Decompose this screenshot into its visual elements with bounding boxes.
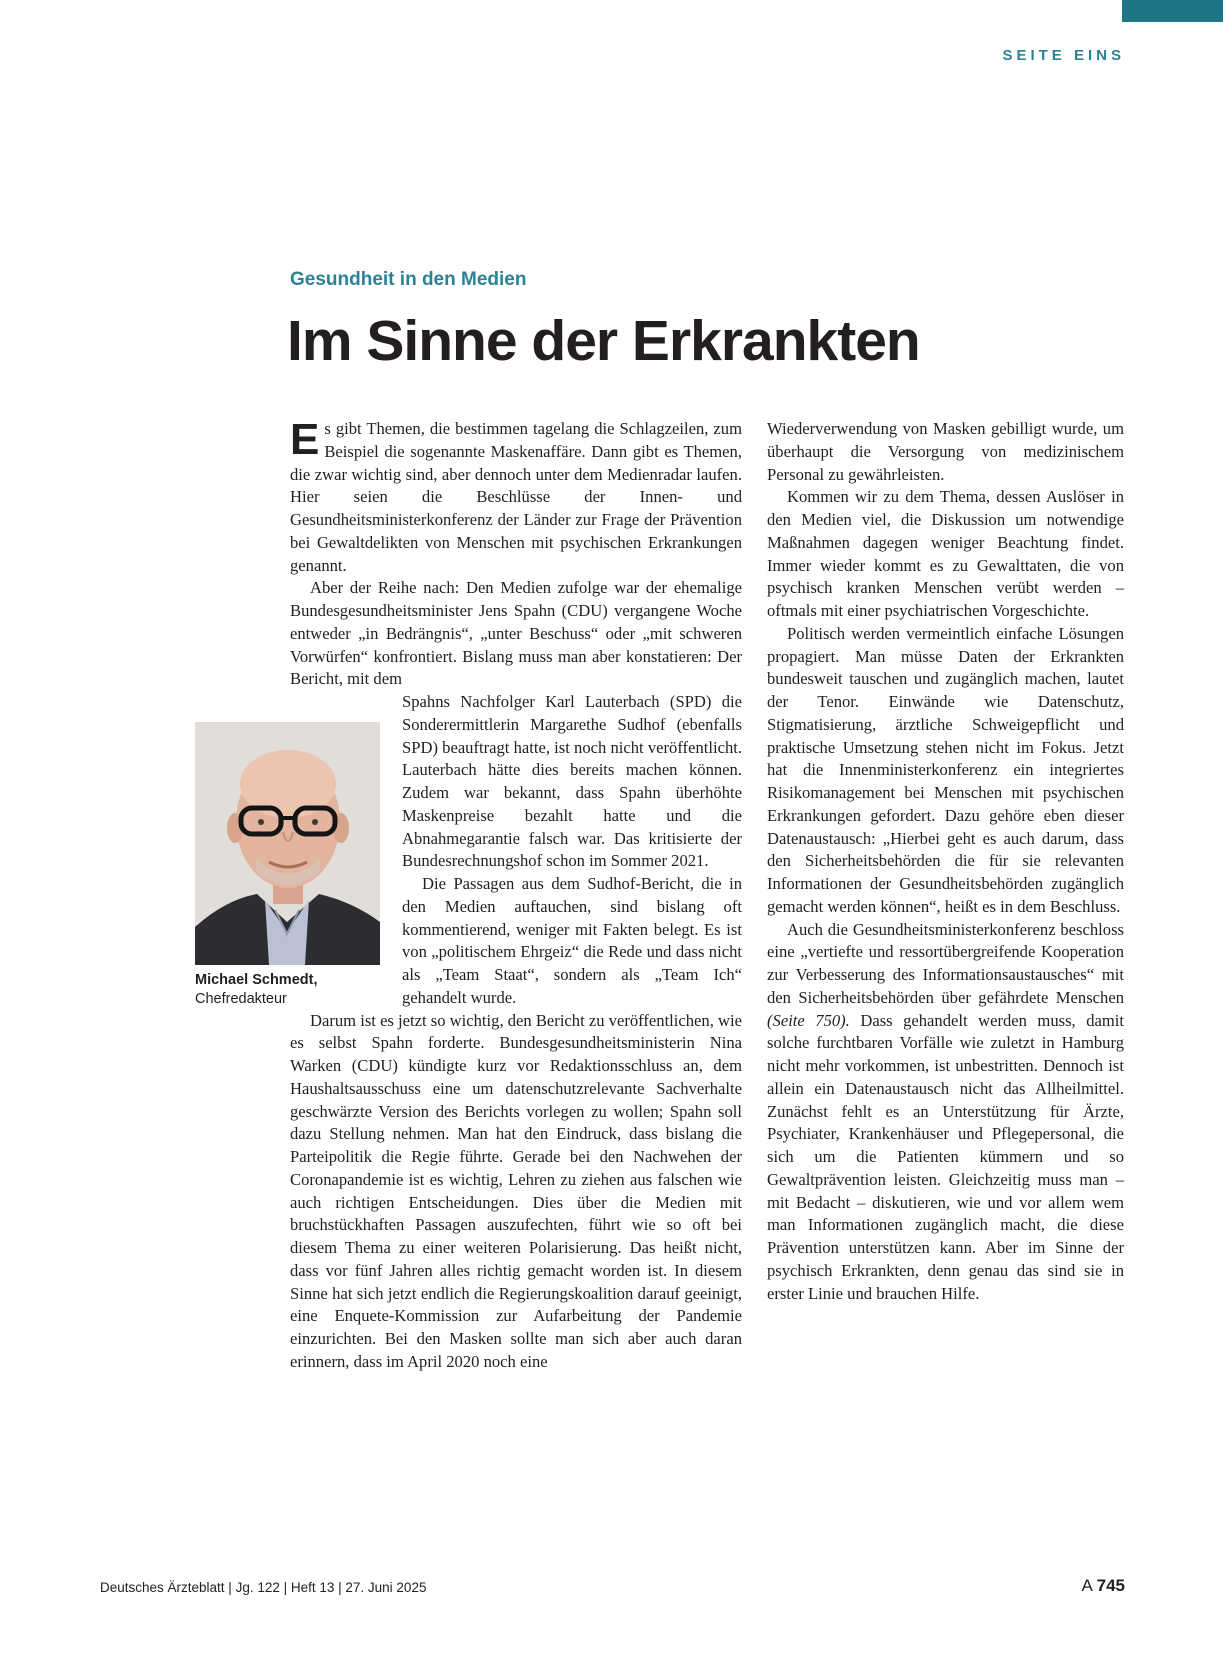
paragraph: [402, 691, 742, 873]
paragraph: [402, 873, 742, 1010]
author-photo: [195, 722, 380, 965]
paragraph: [290, 415, 742, 577]
paragraph-text: Dass gehandelt werden muss, damit solche furchtbaren Vorfälle wie zuletzt in Hamburg nicht mehr vorkommen, ist unbestritten. Dennoch ist allein ein Datenaustausch nicht das Allheilmittel. Zunächst fehlt es an Unterstützung für Ärzte, Psychiater, Krankenhäuser und Pflegepersonal, die sich um die Patienten kümmern und so Gewaltprävention leisten. Gleichzeitig muss man – mit Bedacht – diskutieren, wie und vor allem wem man Informationen zugänglich macht, die diese Prävention unterstützen kann. Aber im Sinne der psychisch Erkrankten, denn genau das sind sie in erster Linie und brauchen Hilfe.: [767, 1010, 1124, 1303]
article-column-right: [767, 418, 1124, 1305]
author-name: Michael Schmedt,: [195, 972, 318, 988]
paragraph: [767, 418, 1124, 486]
article-headline: Im Sinne der Erkrankten: [287, 309, 920, 373]
page-prefix: A: [1081, 1576, 1092, 1595]
paragraph-text: Die Passagen aus dem Sudhof-Bericht, die in den Medien auftauchen, sind bislang oft kommentierend, weniger mit Fakten belegt. Es ist von „politischem Ehrgeiz“ die Rede und dass nicht als „Team Staat“, sondern als „Team Ich“ gehandelt wurde.: [402, 874, 742, 1007]
drop-cap: E: [290, 415, 320, 464]
paragraph: [290, 577, 742, 691]
corner-accent-bar: [1122, 0, 1223, 22]
paragraph: [767, 919, 1124, 1306]
section-label: SEITE EINS: [1002, 47, 1125, 64]
paragraph-text: Aber der Reihe nach: Den Medien zufolge war der ehemalige Bundesgesundheitsminister Jens Spahn (CDU) vergangene Woche entweder „in Bedrängnis“, „unter Beschuss“ oder „mit schweren Vorwürfen“ konfrontiert. Bislang muss man aber konstatieren: Der Bericht, mit dem: [290, 578, 742, 689]
paragraph-text: Spahns Nachfolger Karl Lauterbach (SPD) die Sonderermittlerin Margarethe Sudhof (ebenfalls SPD) beauftragt hatte, ist noch nicht veröffentlicht. Lauterbach hätte dies bereits machen können. Zudem war bekannt, dass Spahn überhöhte Maskenpreise bezahlt hatte und die Abnahmegarantie falsch war. Das kritisierte der Bundesrechnungshof schon im Sommer 2021.: [402, 692, 742, 871]
paragraph: [767, 486, 1124, 623]
page-reference: (Seite 750).: [767, 1010, 850, 1030]
paragraph-text: Auch die Gesundheitsministerkonferenz beschloss eine „vertiefte und ressortübergreifende Kooperation zur Verbesserung des Informationsaustausches“ mit den Sicherheitsbehörden über gefährdete Menschen: [767, 919, 1124, 1007]
paragraph: [290, 1010, 742, 1374]
paragraph: [767, 623, 1124, 919]
paragraph-text: Wiederverwendung von Masken gebilligt wurde, um überhaupt die Versorgung von medizinischem Personal zu gewährleisten.: [767, 419, 1124, 484]
footer-citation: Deutsches Ärzteblatt | Jg. 122 | Heft 13 | 27. Juni 2025: [100, 1580, 427, 1595]
paragraph-text: Darum ist es jetzt so wichtig, den Bericht zu veröffentlichen, wie es selbst Spahn forderte. Bundesgesundheitsministerin Nina Warken (CDU) kündigte kurz vor Redaktionsschluss an, dem Haushaltsausschuss eine um datenschutzrelevante Sachverhalte geschwärzte Version des Berichts vorlegen zu wollen; Spahn soll dazu Stellung nehmen. Man hat den Eindruck, dass bislang die Parteipolitik die Regie führte. Gerade bei den Nachwehen der Coronapandemie ist es wichtig, Lehren zu ziehen aus falschen wie auch richtigen Entscheidungen. Dies über die Medien mit bruchstückhaften Passagen auszufechten, führt wie so oft bei diesem Thema zu einer weiteren Polarisierung. Das heißt nicht, dass vor fünf Jahren alles richtig gemacht worden ist. In diesem Sinne hat sich jetzt endlich die Regierungskoalition darauf geeinigt, eine Enquete-Kommission zur Aufarbeitung der Pandemie einzurichten. Bei den Masken sollte man sich aber auch daran erinnern, dass im April 2020 noch eine: [290, 1010, 742, 1371]
paragraph-text: s gibt Themen, die bestimmen tagelang die Schlagzeilen, zum Beispiel die sogenannte Maskenaffäre. Dann gibt es Themen, die zwar wichtig sind, aber dennoch unter dem Medienradar laufen. Hier seien die Beschlüsse der Innen- und Gesundheitsministerkonferenz der Länder zur Frage der Prävention bei Gewaltdelikten von Menschen mit psychischen Erkrankungen genannt.: [290, 419, 742, 575]
author-role: Chefredakteur: [195, 991, 287, 1007]
article-kicker: Gesundheit in den Medien: [290, 269, 527, 290]
photo-wrap-text: [402, 691, 742, 1010]
paragraph-text: Politisch werden vermeintlich einfache Lösungen propagiert. Man müsse Daten der Erkrankten bundesweit tauschen und zugänglich machen, lautet der Tenor. Einwände wie Datenschutz, Stigmatisierung, ärztliche Schweigepflicht und praktische Umsetzung stehen nicht im Fokus. Jetzt hat die Innenministerkonferenz ein integriertes Risikomanagement bei Menschen mit psychischen Erkrankungen gefordert. Dazu gehöre eben dieser Datenaustausch: „Hierbei geht es auch darum, dass den Sicherheitsbehörden die für sie relevanten Informationen der Gesundheitsbehörden zugänglich gemacht werden können“, heißt es in dem Beschluss.: [767, 623, 1124, 916]
paragraph-text: Kommen wir zu dem Thema, dessen Auslöser in den Medien viel, die Diskussion um notwendige Maßnahmen dagegen weniger Beachtung findet. Immer wieder kommt es zu Gewalttaten, die von psychisch kranken Menschen verübt werden – oftmals mit einer psychiatrischen Vorgeschichte.: [767, 487, 1124, 620]
page-number: [1081, 1576, 1125, 1596]
page-number-value: 745: [1096, 1576, 1125, 1595]
